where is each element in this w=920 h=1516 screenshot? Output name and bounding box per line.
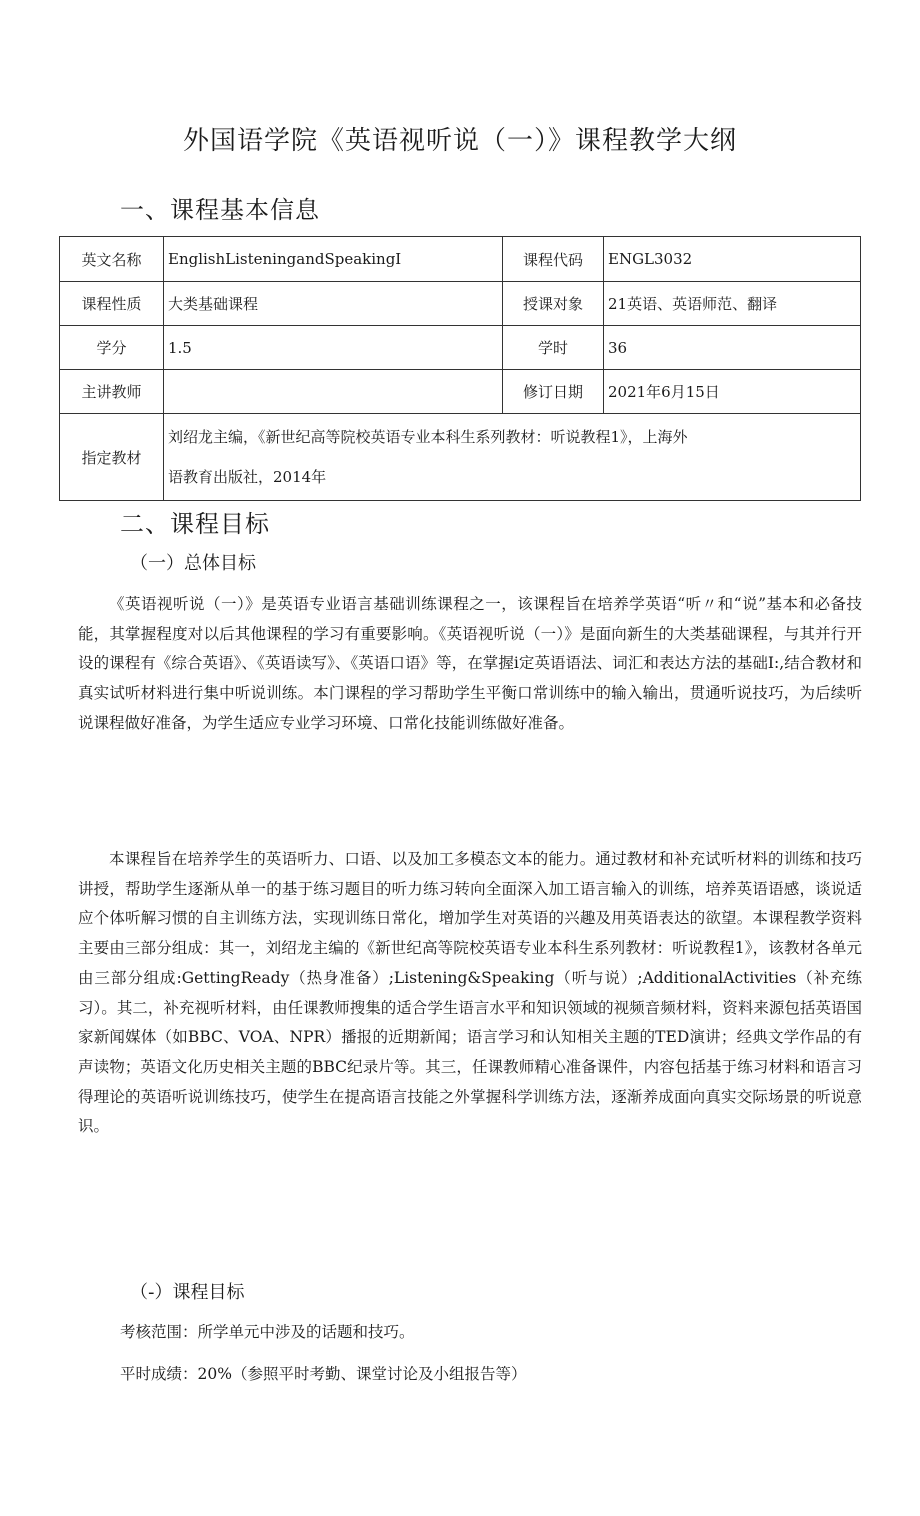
section-heading-basic-info: 一、课程基本信息 — [120, 196, 320, 224]
revision-date-label: 修订日期 — [503, 370, 604, 414]
textbook-value — [164, 414, 861, 501]
section-heading-course-objectives: 二、课程目标 — [120, 510, 270, 538]
english-name-value: EnglishListeningandSpeakingI — [164, 237, 503, 282]
textbook-line-1: 刘绍龙主编，《新世纪高等院校英语专业本科生系列教材：听说教程1》，上海外 — [168, 428, 688, 446]
target-students-value: 21英语、英语师范、翻译 — [604, 282, 861, 326]
textbook-label: 指定教材 — [60, 414, 164, 501]
hours-label: 学时 — [503, 326, 604, 370]
teacher-label: 主讲教师 — [60, 370, 164, 414]
subheading-overall-objective: （一）总体目标 — [130, 553, 256, 574]
hours-value: 36 — [604, 326, 861, 370]
course-nature-value: 大类基础课程 — [164, 282, 503, 326]
english-name-label: 英文名称 — [60, 237, 164, 282]
revision-date-value: 2021年6月15日 — [604, 370, 861, 414]
course-nature-label: 课程性质 — [60, 282, 164, 326]
table-row — [60, 326, 861, 370]
teacher-value — [164, 370, 503, 414]
table-row — [60, 237, 861, 282]
textbook-line-2: 语教育出版社，2014年 — [168, 468, 327, 486]
course-code-label: 课程代码 — [503, 237, 604, 282]
course-code-value: ENGL3032 — [604, 237, 861, 282]
target-students-label: 授课对象 — [503, 282, 604, 326]
table-row — [60, 414, 861, 501]
assessment-scope-line: 考核范围：所学单元中涉及的话题和技巧。 — [120, 1323, 415, 1341]
document-title: 外国语学院《英语视听说（一）》课程教学大纲 — [182, 126, 737, 156]
credit-label: 学分 — [60, 326, 164, 370]
course-info-table — [59, 236, 861, 501]
credit-value: 1.5 — [164, 326, 503, 370]
paragraph-overall-objective-2: 本课程旨在培养学生的英语听力、口语、以及加工多模态文本的能力。通过教材和补充试听材料的训练和技巧讲授，帮助学生逐渐从单一的基于练习题目的听力练习转向全面深入加工语言输入的训练，培养英语语感，谈说适应个体听解习惯的自主训练方法，实现训练日常化，增加学生对英语的兴趣及用英语表达的欲望。本课程教学资料主要由三部分组成：其一，刘绍龙主编的《新世纪高等院校英语专业本科生系列教材：听说教程1》，该教材各单元由三部分组成:GettingReady（热身准备）;Listening&Speaking（听与说）;AdditionalActivities（补充练习）。其二，补充视听材料，由任课教师搜集的适合学生语言水平和知识领域的视频音频材料，资料来源包括英语国家新闻媒体（如BBC、VOA、NPR）播报的近期新闻；语言学习和认知相关主题的TED演讲；经典文学作品的有声读物；英语文化历史相关主题的BBC纪录片等。其三，任课教师精心准备课件，内容包括基于练习材料和语言习得理论的英语听说训练技巧，使学生在提高语言技能之外掌握科学训练方法，逐渐养成面向真实交际场景的听说意识。 — [78, 850, 862, 1136]
table-row — [60, 370, 861, 414]
subheading-course-objective: （-）课程目标 — [130, 1282, 245, 1303]
regular-grade-line: 平时成绩：20%（参照平时考勤、课堂讨论及小组报告等） — [120, 1365, 527, 1383]
table-row — [60, 282, 861, 326]
paragraph-overall-objective-1: 《英语视听说（一）》是英语专业语言基础训练课程之一，该课程旨在培养学英语“听〃和“说”基本和必备技能，其掌握程度对以后其他课程的学习有重要影响。《英语视听说（一）》是面向新生的大类基础课程，与其并行开设的课程有《综合英语》、《英语读写》、《英语口语》等，在掌握i定英语语法、词汇和表达方法的基础I:,结合教材和真实试听材料进行集中听说训练。本门课程的学习帮助学生平衡口常训练中的输入输出，贯通听说技巧，为后续听说课程做好准备，为学生适应专业学习环境、口常化技能训练做好准备。 — [78, 595, 862, 732]
